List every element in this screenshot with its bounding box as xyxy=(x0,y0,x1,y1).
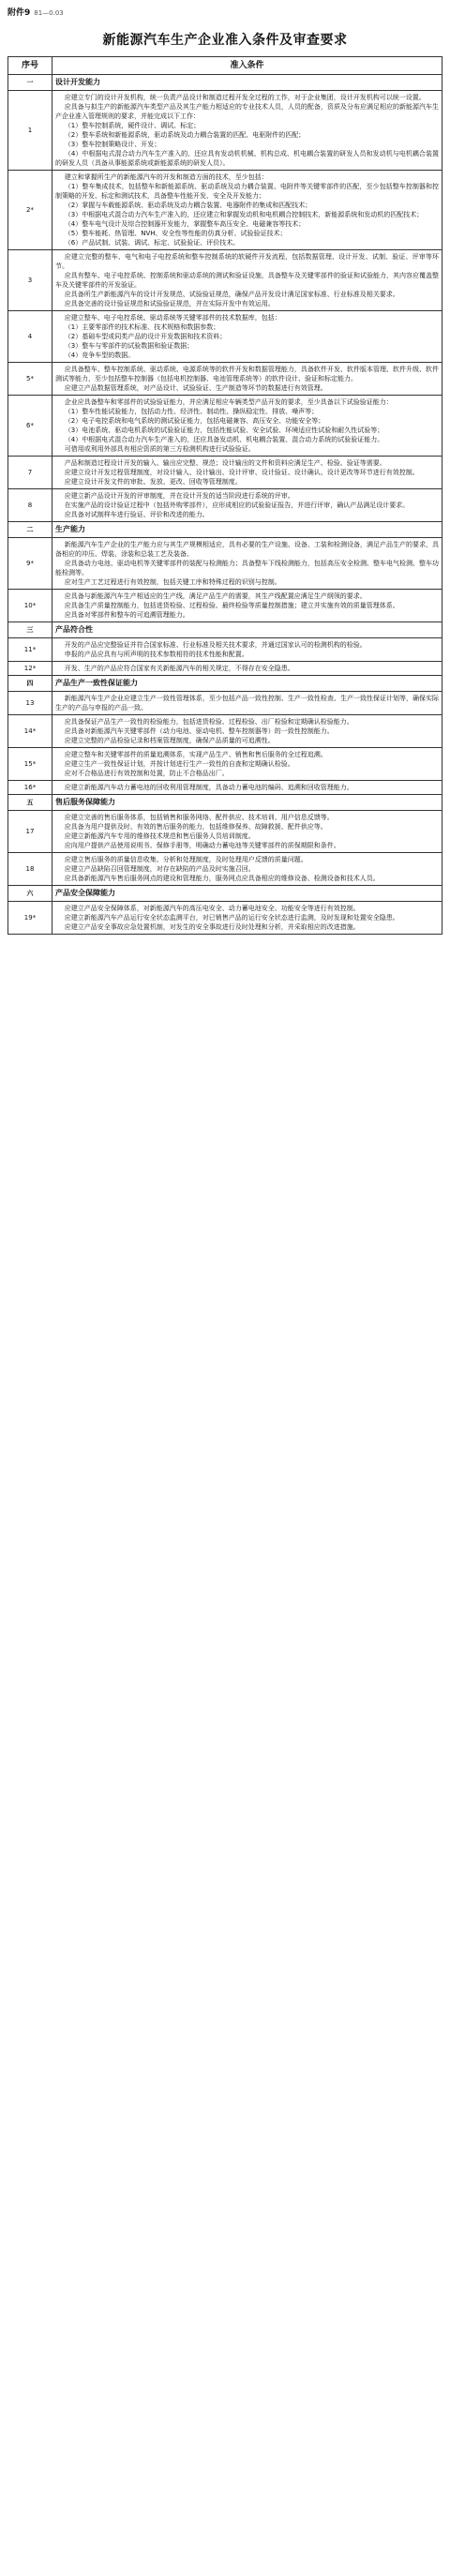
requirement-paragraph: 可借用或利用外部具有相应资质的第三方检测机构进行试验验证。 xyxy=(64,445,255,453)
section-number: 二 xyxy=(8,522,52,538)
requirement-paragraph: 应建立设计开发文件的审批、发放、更改、回收等管理制度。 xyxy=(64,478,242,486)
requirement-paragraph: （2）整车系统和新能源系统，驱动系统及动力耦合装置的匹配、电驱附件的匹配； xyxy=(64,131,306,139)
requirement-paragraph: 应具备新能源汽车售后服务网点的建设和管理能力，服务网点应具备相应的维修设备、检测设备和技术人员。 xyxy=(64,875,380,882)
requirement-paragraph: 应建立整车、电子电控系统、驱动系统等关键零部件的技术数据库，包括： xyxy=(64,314,281,322)
table-row xyxy=(8,363,442,396)
requirement-paragraph: 在实施产品的设计验证过程中（包括外购零部件），应形成相应的试验验证报告，并进行评审，确认产品满足设计要求。 xyxy=(64,502,410,509)
requirement-paragraph: 应具备与拟生产的新能源汽车类型产品及其生产能力相适应的专业技术人员，人员的配备，资质及分布应满足相应的新能源汽车生产企业准入管理规则的要求，并能完成以下工作： xyxy=(55,103,439,120)
requirement-paragraph: 应建立专门的设计开发机构，统一负责产品设计和制造过程开发全过程的工作，对于企业集团，设计开发机构可以统一设置。 xyxy=(64,94,426,101)
row-requirements xyxy=(52,638,442,662)
table-row xyxy=(8,662,442,676)
requirement-paragraph: 申报的产品应具有与所声明的技术参数相符的技术性能和配置。 xyxy=(64,651,248,658)
requirement-paragraph: 应建立新产品设计开发的评审制度，并在设计开发的适当阶段进行系统的评审。 xyxy=(64,492,294,500)
table-row xyxy=(8,781,442,795)
table-row xyxy=(8,311,442,363)
row-number: 17 xyxy=(8,811,52,853)
table-row xyxy=(8,457,442,489)
row-requirements xyxy=(52,489,442,522)
requirement-paragraph: 企业应具备整车和零部件的试验验证能力，并应满足相应车辆类型产品开发的要求，至少具备以下试验验证能力： xyxy=(64,398,393,406)
requirement-paragraph: （5）整车能耗、热管理、NVH、安全性等性能的仿真分析、试验验证技术； xyxy=(64,230,287,237)
requirement-paragraph: 应具备完善的设计验证规范和试验验证规范，并在实际开发中有效运用。 xyxy=(64,300,275,307)
requirement-paragraph: 应具备动力电池、驱动电机等关键零部件的装配与检测能力；具备整车下线检测能力，包括高压安全检测、整车电气检测、整车功能检测等。 xyxy=(55,560,439,577)
requirement-paragraph: 应具有整车、电子电控系统、控制系统和驱动系统的测试和验证设施，具备整车及关键零部件的验证和试验能力，其内容应覆盖整车及关键零部件的开发验证。 xyxy=(55,272,439,289)
requirement-paragraph: （1）整车性能试验能力，包括动力性、经济性、制动性、操纵稳定性、排放、噪声等； xyxy=(64,408,319,415)
row-requirements xyxy=(52,715,442,748)
table-row xyxy=(8,638,442,662)
row-requirements xyxy=(52,748,442,781)
row-requirements xyxy=(52,363,442,396)
requirement-paragraph: （4）整车电气设计及综合控制器开发能力，掌握整车高压安全、电磁兼容等技术； xyxy=(64,220,306,228)
requirement-paragraph: （4）竞争车型的数据。 xyxy=(64,352,135,359)
row-number: 13 xyxy=(8,692,52,715)
requirement-paragraph: 应建立售后服务的质量信息收集、分析和处理制度，及时处理用户反馈的质量问题。 xyxy=(64,856,308,863)
row-requirements xyxy=(52,692,442,715)
row-number: 19* xyxy=(8,902,52,935)
section-title: 产品符合性 xyxy=(52,622,442,638)
requirement-paragraph: （3）整车与零部件的试验数据和验证数据； xyxy=(64,342,194,350)
table-header-row xyxy=(8,57,442,75)
requirement-paragraph: 应具备生产质量控制能力，包括进货检验、过程检验、最终检验等质量控制措施；建立并实施有效的质量管理体系。 xyxy=(64,602,399,609)
requirement-paragraph: 应具备整车、整车控制系统、驱动系统、电源系统等的软件开发和数据管理能力，具备软件开发、软件版本管理、软件升级、软件测试等能力，至少包括整车控制器（包括电机控制器、电池管理系统等）的软件设计、验证和标定能力。 xyxy=(55,366,439,382)
requirement-paragraph: 应建立整车和关键零部件的质量追溯体系，实现产品生产、销售和售后服务的全过程追溯。 xyxy=(64,751,327,758)
table-row xyxy=(8,748,442,781)
requirement-paragraph: 应建立设计开发过程管理制度，对设计输入、设计输出、设计评审、设计验证、设计确认、设计更改等环节进行有效控制。 xyxy=(64,469,419,476)
row-number: 5* xyxy=(8,363,52,396)
row-requirements xyxy=(52,311,442,363)
table-row xyxy=(8,715,442,748)
column-header-requirements: 准入条件 xyxy=(52,57,442,75)
requirement-paragraph: （4）中根据电式混合动力汽车生产准入的，还应具有发动机机械、机构总成、机电耦合装置的研发人员和发动机与电机耦合装置的研发人员（具备从事能源系统或新能源系统的研发人员）。 xyxy=(55,150,439,167)
requirement-paragraph: （2）电子电控系统和电气系统的测试验证能力，包括电磁兼容、高压安全、功能安全等； xyxy=(64,417,325,425)
table-row xyxy=(8,489,442,522)
row-requirements xyxy=(52,396,442,457)
requirement-paragraph: （1）主要零部件的技术标准、技术规格和数据参数； xyxy=(64,323,220,331)
requirement-paragraph: （6）产品试制、试装、调试、标定、试验验证、评价技术。 xyxy=(64,239,240,247)
row-number: 2* xyxy=(8,171,52,250)
row-number: 11* xyxy=(8,638,52,662)
table-row xyxy=(8,396,442,457)
requirement-paragraph: 建立和掌握所生产的新能源汽车的开发和制造方面的技术，至少包括： xyxy=(64,173,268,181)
row-number: 9* xyxy=(8,538,52,590)
requirement-paragraph: 应建立完整的产品检验记录和档案管理制度，确保产品质量的可追溯性。 xyxy=(64,737,275,744)
table-row xyxy=(8,171,442,250)
requirement-paragraph: （2）掌握与车载能源系统、驱动系统及动力耦合装置、电器附件的集成和匹配技术； xyxy=(64,202,312,209)
row-requirements xyxy=(52,781,442,795)
requirement-paragraph: （3）中根据电式混合动力汽车生产准入的，还应建立和掌握发动机和电机耦合控制技术，新能源系统和发动机的匹配技术； xyxy=(64,211,424,218)
row-number: 8 xyxy=(8,489,52,522)
requirements-table xyxy=(8,56,442,935)
requirement-paragraph: 应具备对试制样车进行验证、评价和改进的能力。 xyxy=(64,511,209,518)
table-row xyxy=(8,91,442,171)
row-number: 10* xyxy=(8,590,52,622)
requirement-paragraph: 应对生产工艺过程进行有效控制，包括关键工序和特殊过程的识别与控制。 xyxy=(64,578,281,586)
section-number: 一 xyxy=(8,75,52,91)
attachment-note xyxy=(8,6,442,21)
row-number: 1 xyxy=(8,91,52,171)
row-requirements xyxy=(52,250,442,311)
requirement-paragraph: （3）电池系统、驱动电机系统的试验验证能力，包括性能试验、安全试验、环境适应性试验和耐久性试验等； xyxy=(64,427,384,434)
row-number: 6* xyxy=(8,396,52,457)
requirement-paragraph: 应建立产品数据管理系统，对产品设计、试验验证、生产制造等环节的数据进行有效管理。 xyxy=(64,384,327,392)
requirement-paragraph: 应建立新能源汽车动力蓄电池的回收利用管理制度，具备动力蓄电池的编码、追溯和回收管理能力。 xyxy=(64,784,353,791)
requirement-paragraph: （2）基础车型或同类产品的设计开发数据和技术资料； xyxy=(64,333,227,340)
requirement-paragraph: 应对不合格品进行有效控制和处置，防止不合格品出厂。 xyxy=(64,770,229,777)
requirement-paragraph: 应具备为用户提供及时、有效的售后服务的能力，包括维修保养、故障救援、配件供应等。 xyxy=(64,823,327,831)
row-requirements xyxy=(52,662,442,676)
requirement-paragraph: 应具备保证产品生产一致性的检验能力，包括进货检验、过程检验、出厂检验和定期确认检验能力。 xyxy=(64,718,353,726)
requirement-paragraph: （1）整车控制系统，硬件设计、调试、标定； xyxy=(64,122,201,129)
row-requirements xyxy=(52,902,442,935)
section-row xyxy=(8,622,442,638)
row-number: 3 xyxy=(8,250,52,311)
table-row xyxy=(8,692,442,715)
section-row xyxy=(8,522,442,538)
row-number: 14* xyxy=(8,715,52,748)
table-body xyxy=(8,75,442,935)
requirement-paragraph: 新能源汽车生产企业应建立生产一致性管理体系，至少包括产品一致性控制、生产一致性检查、生产一致性保证计划等，确保实际生产的产品与申报的产品一致。 xyxy=(55,695,439,711)
row-number: 16* xyxy=(8,781,52,795)
table-row xyxy=(8,902,442,935)
requirement-paragraph: 应建立生产一致性保证计划，并按计划进行生产一致性的自查和定期确认检验。 xyxy=(64,760,294,768)
requirement-paragraph: （1）整车集成技术，包括整车和新能源系统、驱动系统及动力耦合装置、电附件等关键零部件的匹配，至少包括整车控制器和控制策略的开发、标定和测试技术，具备整车性能开发、安全及开发能力； xyxy=(55,183,439,200)
requirement-paragraph: 开发、生产的产品应符合国家有关新能源汽车的相关规定，不得存在安全隐患。 xyxy=(64,665,294,672)
row-number: 18 xyxy=(8,853,52,886)
section-title: 产品安全保障能力 xyxy=(52,886,442,902)
requirement-paragraph: 开发的产品应完整验证并符合国家标准、行业标准及相关技术要求，并通过国家认可的检测机构的检验。 xyxy=(64,641,367,649)
row-requirements xyxy=(52,91,442,171)
section-number: 六 xyxy=(8,886,52,902)
row-requirements xyxy=(52,171,442,250)
table-row xyxy=(8,538,442,590)
requirement-paragraph: 应具备所生产新能源汽车的设计开发规范、试验验证规范，确保产品开发设计满足国家标准、行业标准及相关要求。 xyxy=(64,291,399,298)
row-requirements xyxy=(52,457,442,489)
document-code: 81—0.03 xyxy=(34,9,64,17)
table-row xyxy=(8,811,442,853)
requirement-paragraph: 应建立产品安全保障体系，对新能源汽车的高压电安全、动力蓄电池安全、功能安全等进行有效控制。 xyxy=(64,905,360,912)
requirement-paragraph: 应建立产品安全事故应急处置机制，对发生的安全事故进行及时处理和分析，并采取相应的改进措施。 xyxy=(64,923,360,931)
attachment-label: 附件9 xyxy=(8,8,31,18)
section-row xyxy=(8,795,442,811)
table-row xyxy=(8,853,442,886)
column-header-number: 序号 xyxy=(8,57,52,75)
section-title: 生产能力 xyxy=(52,522,442,538)
section-title: 产品生产一致性保证能力 xyxy=(52,676,442,692)
requirement-paragraph: （4）中根据电式混合动力汽车生产准入的，还应具备发动机、机电耦合装置、混合动力系统的试验验证能力。 xyxy=(64,436,384,443)
row-number: 4 xyxy=(8,311,52,363)
requirement-paragraph: 应建立新能源汽车专用的维修技术规范和售后服务人员培训制度。 xyxy=(64,832,255,840)
row-number: 12* xyxy=(8,662,52,676)
requirement-paragraph: 应具备对零部件和整车的可追溯管理能力。 xyxy=(64,611,189,619)
requirement-paragraph: 新能源汽车生产企业的生产能力应与其生产规模相适应，具有必要的生产设施、设备、工装和检测设备，满足产品生产的要求，具备相应的冲压、焊装、涂装和总装工艺及装备。 xyxy=(55,541,439,558)
section-title: 设计开发能力 xyxy=(52,75,442,91)
section-row xyxy=(8,676,442,692)
requirement-paragraph: 产品和制造过程设计开发的输入、输出应完整、规范；设计输出的文件和资料应满足生产、检验、验证等需要。 xyxy=(64,459,386,467)
row-requirements xyxy=(52,811,442,853)
row-number: 7 xyxy=(8,457,52,489)
section-row xyxy=(8,75,442,91)
section-number: 四 xyxy=(8,676,52,692)
requirement-paragraph: 应具备对新能源汽车关键零部件（动力电池、驱动电机、整车控制器等）的一致性控制能力。 xyxy=(64,727,334,735)
section-title: 售后服务保障能力 xyxy=(52,795,442,811)
requirement-paragraph: 应向用户提供产品使用说明书、保修手册等，明确动力蓄电池等关键零部件的质保期限和条件。 xyxy=(64,842,340,849)
row-requirements xyxy=(52,590,442,622)
requirement-paragraph: 应建立完整的整车、电气和电子电控系统和整车控制系统的软硬件开发流程，包括数据管理、设计开发、试制、验证、评审等环节。 xyxy=(55,253,439,270)
requirement-paragraph: 应具备与新能源汽车生产相适应的生产线，满足产品生产的需要，其生产线配置应满足生产纲领的要求。 xyxy=(64,592,367,600)
row-requirements xyxy=(52,853,442,886)
requirement-paragraph: 应建立新能源汽车产品运行安全状态监测平台，对已销售产品的运行安全状态进行监测，及时发现和处置安全隐患。 xyxy=(64,914,399,921)
table-row xyxy=(8,250,442,311)
requirement-paragraph: 应建立完善的售后服务体系，包括销售和服务网络、配件供应、技术培训、用户信息反馈等。 xyxy=(64,814,334,821)
section-number: 五 xyxy=(8,795,52,811)
section-number: 三 xyxy=(8,622,52,638)
section-row xyxy=(8,886,442,902)
requirement-paragraph: 应建立产品缺陷召回管理制度，对存在缺陷的产品及时实施召回。 xyxy=(64,865,255,873)
document-title: 新能源汽车生产企业准入条件及审查要求 xyxy=(102,33,348,48)
table-row xyxy=(8,590,442,622)
row-requirements xyxy=(52,538,442,590)
requirement-paragraph: （3）整车控制策略设计、开发； xyxy=(64,141,161,148)
row-number: 15* xyxy=(8,748,52,781)
